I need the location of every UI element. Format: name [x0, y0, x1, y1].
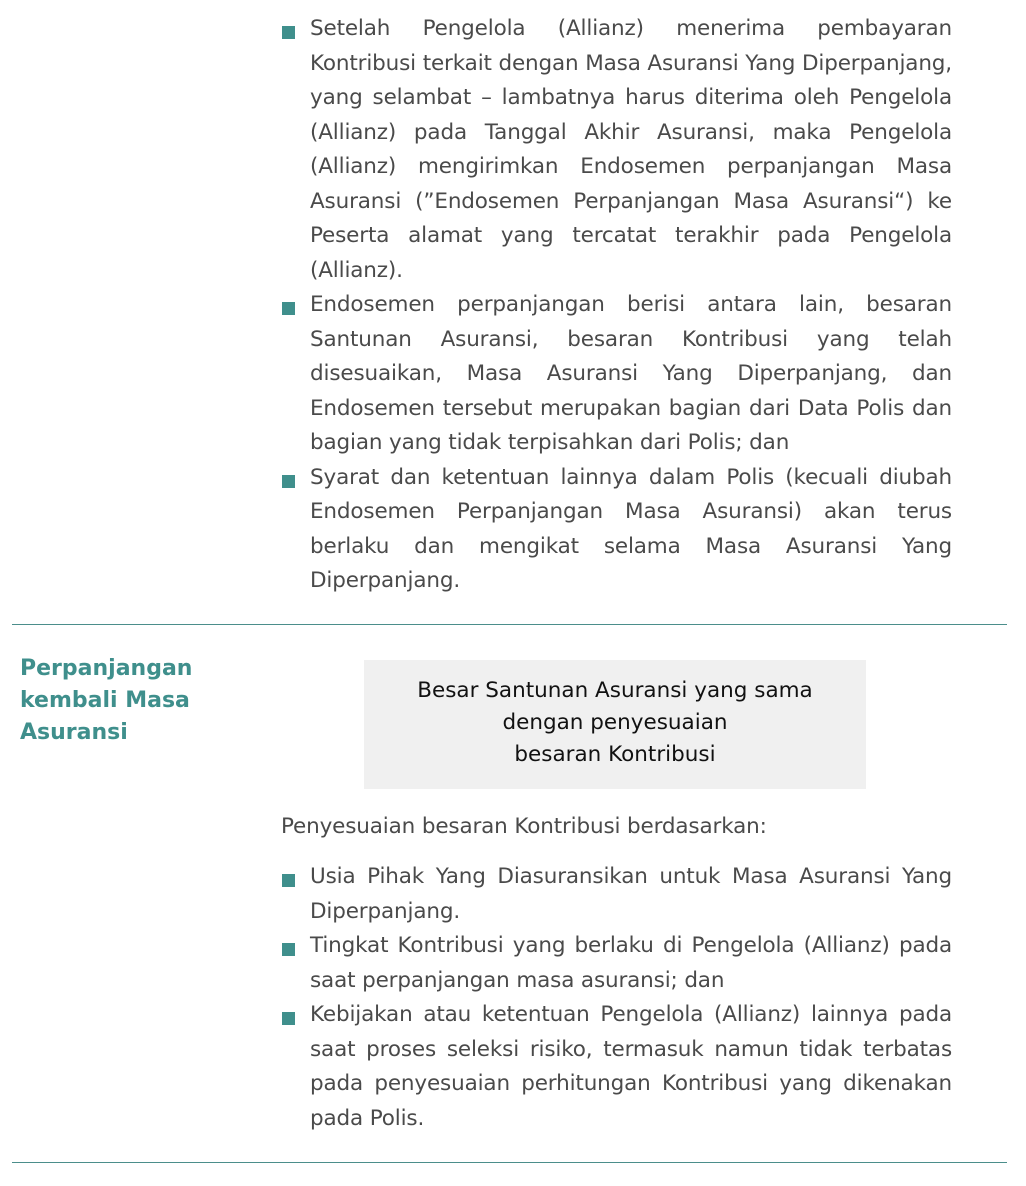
- list-item: [281, 929, 952, 998]
- list-item: [281, 860, 952, 929]
- section-divider: [12, 624, 1007, 625]
- bullet-text: Setelah Pengelola (Allianz) menerima pembayaran Kontribusi terkait dengan Masa Asuransi Yang Diperpanjang, yang selambat – lambatnya harus diterima oleh Pengelola (Allianz) pada Tanggal Akhir Asuransi, maka Pengelola (Allianz) mengirimkan Endosemen perpanjangan Masa Asuransi (”Endosemen Perpanjangan Masa Asuransi“) ke Peserta alamat yang tercatat terakhir pada Pengelola (Allianz).: [310, 16, 952, 283]
- adjustment-bullet-list: [281, 860, 952, 1136]
- list-item: [281, 998, 952, 1136]
- square-bullet-icon: [282, 475, 295, 488]
- highlight-line: Besar Santunan Asuransi yang sama: [417, 678, 813, 703]
- list-item: [281, 288, 952, 461]
- bullet-text: Syarat dan ketentuan lainnya dalam Polis (kecuali diubah Endosemen Perpanjangan Masa Asuransi) akan terus berlaku dan mengikat selama Masa Asuransi Yang Diperpanjang.: [310, 464, 952, 593]
- square-bullet-icon: [282, 1012, 295, 1025]
- section-title: [20, 653, 240, 749]
- list-item: [281, 12, 952, 288]
- list-item: [281, 461, 952, 599]
- bullet-text: Endosemen perpanjangan berisi antara lain, besaran Santunan Asuransi, besaran Kontribusi yang telah disesuaikan, Masa Asuransi Yang Diperpanjang, dan Endosemen tersebut merupakan bagian dari Data Polis dan bagian yang tidak terpisahkan dari Polis; dan: [310, 292, 952, 455]
- section-divider: [12, 1162, 1007, 1163]
- square-bullet-icon: [282, 26, 295, 39]
- intro-text: Penyesuaian besaran Kontribusi berdasarkan:: [281, 814, 767, 839]
- highlight-line: dengan penyesuaian: [502, 710, 728, 735]
- bullet-text: Tingkat Kontribusi yang berlaku di Pengelola (Allianz) pada saat perpanjangan masa asuransi; dan: [310, 933, 952, 993]
- highlight-line: besaran Kontribusi: [514, 742, 716, 767]
- square-bullet-icon: [282, 943, 295, 956]
- square-bullet-icon: [282, 874, 295, 887]
- section-title-line: kembali Masa: [20, 688, 190, 713]
- bullet-text: Usia Pihak Yang Diasuransikan untuk Masa Asuransi Yang Diperpanjang.: [310, 864, 952, 924]
- square-bullet-icon: [282, 302, 295, 315]
- section-title-line: Perpanjangan: [20, 656, 193, 681]
- section-title-line: Asuransi: [20, 720, 128, 745]
- top-bullet-list: [281, 12, 952, 599]
- bullet-text: Kebijakan atau ketentuan Pengelola (Allianz) lainnya pada saat proses seleksi risiko, termasuk namun tidak terbatas pada penyesuaian perhitungan Kontribusi yang dikenakan pada Polis.: [310, 1002, 952, 1131]
- highlight-box: [364, 660, 866, 789]
